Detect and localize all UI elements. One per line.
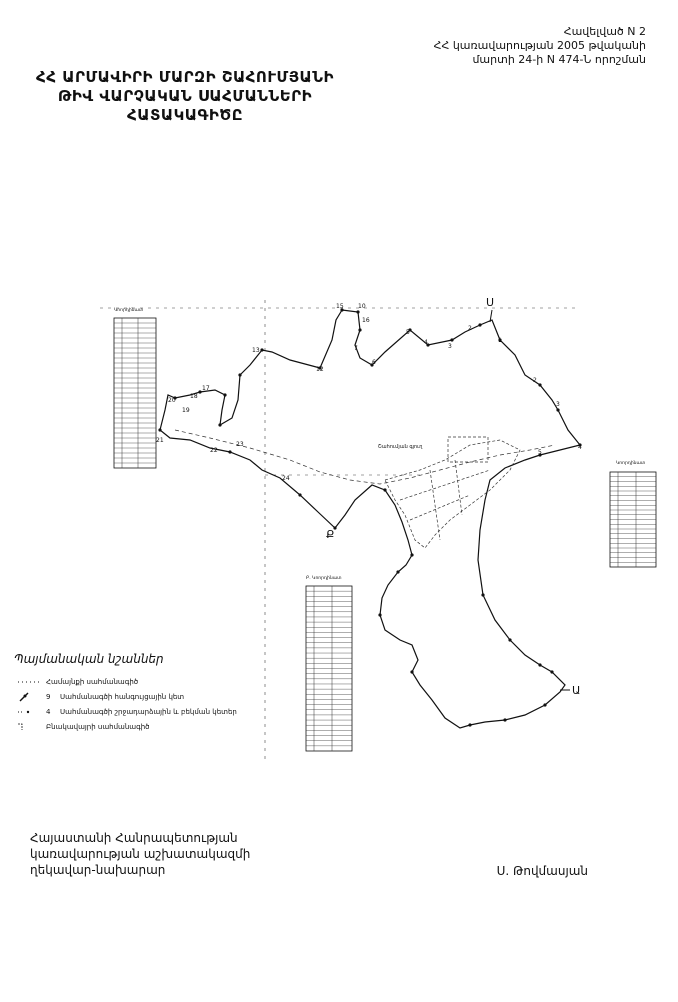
pt-label: 20 xyxy=(168,397,176,404)
pt-label: 1 xyxy=(498,337,502,344)
coordinate-table-right xyxy=(610,460,656,567)
north-letter: Ս xyxy=(486,296,495,309)
pt-label: 15 xyxy=(336,303,344,310)
pt-label: 10 xyxy=(358,303,366,310)
footer-signatory xyxy=(30,830,310,878)
appendix-line-2: ՀՀ կառավարության 2005 թվականի xyxy=(433,39,646,52)
road-line xyxy=(175,430,555,484)
node-point-icon xyxy=(14,692,46,702)
legend-label: Սահմանագծի շրջադարձային և բեկման կետեր xyxy=(60,707,237,716)
pt-label: 5 xyxy=(406,329,410,336)
pt-label: 12 xyxy=(316,366,324,373)
pt-label: 2 xyxy=(533,377,537,384)
pt-label: 6 xyxy=(372,359,376,366)
legend-item-settlement xyxy=(14,719,294,734)
pt-label: 3 xyxy=(448,343,452,350)
pt-label: 24 xyxy=(282,475,290,482)
pt-label: 3 xyxy=(556,401,560,408)
legend-label: Համայնքի սահմանագիծ xyxy=(46,677,139,686)
legend-turn-num: 4 xyxy=(46,707,51,716)
pt-label: 17 xyxy=(202,385,210,392)
legend-item-boundary xyxy=(14,674,294,689)
east-letter: Ա xyxy=(572,684,581,697)
pt-label: 5 xyxy=(538,449,542,456)
table-center-title: Բ. Կոորդինատ xyxy=(306,576,342,581)
table-left-title: Կոորդինատ xyxy=(114,308,144,313)
footer-line-1: Հայաստանի Հանրապետության xyxy=(30,831,238,845)
footer-line-2: կառավարության աշխատակազմի xyxy=(30,847,251,861)
legend-label: Բնակավայրի սահմանագիծ xyxy=(46,722,150,731)
pt-label: 13 xyxy=(252,347,260,354)
pt-label: 2 xyxy=(468,325,472,332)
settlement-boundary-icon xyxy=(14,722,46,732)
legend-item-node xyxy=(14,689,294,704)
pt-label: 23 xyxy=(236,441,244,448)
pt-label: 22 xyxy=(210,447,218,454)
legend-item-turning xyxy=(14,704,294,719)
pt-label: 18 xyxy=(190,393,198,400)
footer-line-3: ղեկավար-նախարար xyxy=(30,863,166,877)
table-right-title: Կոորդինատ xyxy=(616,461,646,466)
pt-label: 7 xyxy=(354,345,358,352)
coordinate-table-left xyxy=(114,307,156,468)
legend-heading: Պայմանական նշաններ xyxy=(14,652,164,666)
settlement-label: Շահումյան գյուղ xyxy=(378,444,423,450)
legend-label: Սահմանագծի հանգույցային կետ xyxy=(60,692,185,701)
west-letter: Ք xyxy=(326,528,335,541)
pt-label: 4 xyxy=(578,444,582,451)
title-line-2: ԹԻՎ ՎԱՐՉԱԿԱՆ ՍԱՀՄԱՆՆԵՐԻ xyxy=(57,87,313,105)
legend-node-num: 9 xyxy=(46,692,51,701)
legend xyxy=(14,652,294,734)
signature-name: Ս. Թովմասյան xyxy=(496,864,588,878)
title-line-1: ՀՀ ԱՐՄԱՎԻՐԻ ՄԱՐԶԻ ՇԱՀՈՒՄՅԱՆԻ xyxy=(36,68,334,86)
appendix-line-3: մարտի 24-ի N 474-Ն որոշման xyxy=(472,53,646,66)
coordinate-table-center xyxy=(306,575,352,751)
boundary-line-icon xyxy=(14,677,46,687)
turning-point-icon xyxy=(14,707,46,717)
pt-label: 19 xyxy=(182,407,190,414)
pt-label: 16 xyxy=(362,317,370,324)
pt-label: 4 xyxy=(424,339,428,346)
pt-label: 21 xyxy=(156,437,164,444)
appendix-line-1: Հավելված N 2 xyxy=(563,25,646,38)
title-line-3: ՀԱՏԱԿԱԳԻԾԸ xyxy=(127,106,243,124)
